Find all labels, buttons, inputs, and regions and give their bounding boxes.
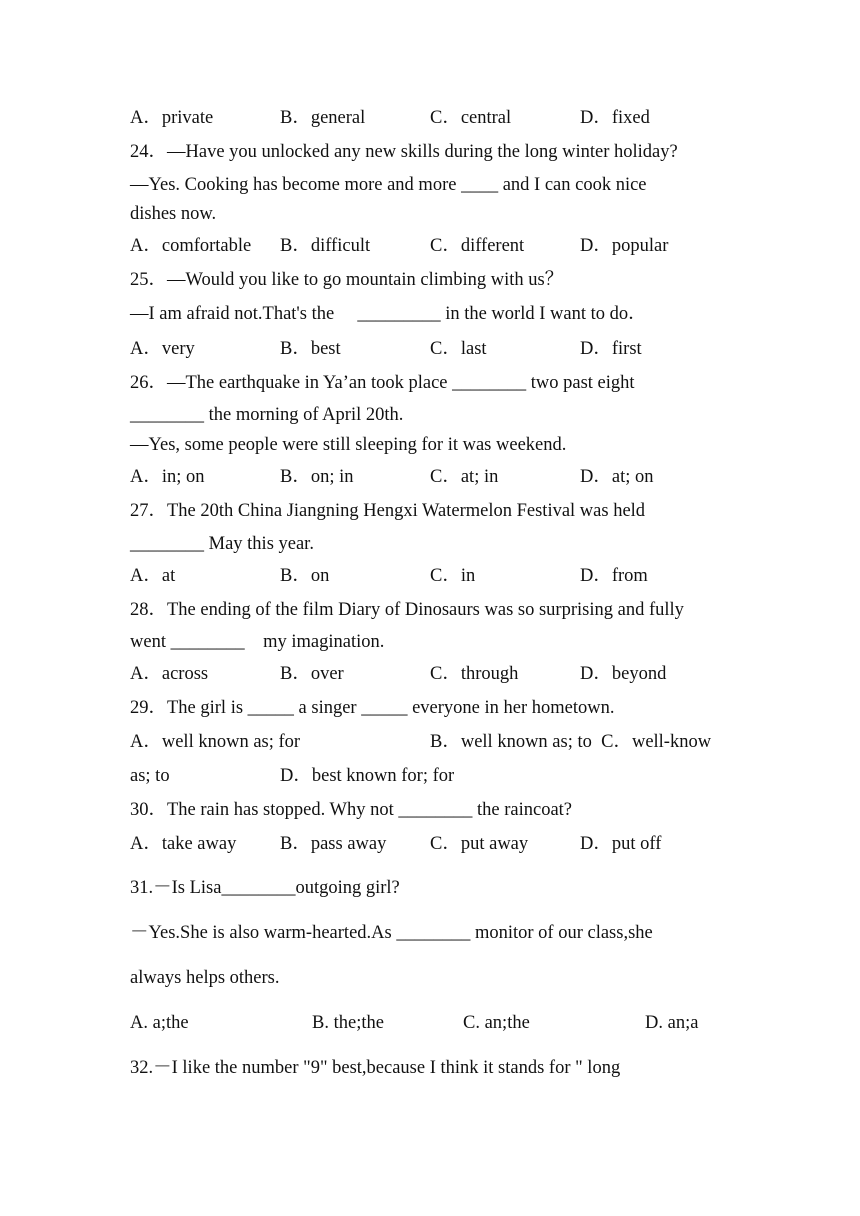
question-26-line: —Yes, some people were still sleeping for it was weekend. <box>130 435 567 455</box>
option-d: D．beyond <box>580 664 667 684</box>
question-31-line: －Yes.She is also warm-hearted.As ________ monitor of our class,she <box>130 923 653 943</box>
option-b: B．on <box>280 566 330 586</box>
question-26-line: ________ the morning of April 20th. <box>130 405 404 425</box>
option-d: D．popular <box>580 236 669 256</box>
option-d: D．first <box>580 339 642 359</box>
option-d: D. an;a <box>645 1013 699 1033</box>
option-c: C．through <box>430 664 519 684</box>
option-c-continued: as; to <box>130 766 170 786</box>
option-c: C．central <box>430 108 512 128</box>
option-a: A．take away <box>130 834 237 854</box>
option-b: B．over <box>280 664 344 684</box>
option-b-c: B．well known as; to C．well-know <box>430 732 712 752</box>
option-d: D．best known for; for <box>280 766 455 786</box>
question-32-stem: 32.－I like the number "9" best,because I think it stands for " long <box>130 1058 621 1078</box>
option-b: B．difficult <box>280 236 371 256</box>
question-24-line: dishes now. <box>130 204 217 224</box>
option-b: B. the;the <box>312 1013 384 1033</box>
option-a: A．well known as; for <box>130 732 301 752</box>
option-c: C．at; in <box>430 467 499 487</box>
option-c: C．different <box>430 236 525 256</box>
option-a: A．across <box>130 664 209 684</box>
question-25-line: —I am afraid not.That's the _________ in the world I want to do． <box>130 304 647 324</box>
option-a: A．at <box>130 566 176 586</box>
option-b: B．pass away <box>280 834 387 854</box>
option-b: B．best <box>280 339 341 359</box>
option-a: A．private <box>130 108 214 128</box>
question-27-line: ________ May this year. <box>130 534 314 554</box>
option-d: D．put off <box>580 834 662 854</box>
option-c: C．put away <box>430 834 529 854</box>
question-30-stem: 30．The rain has stopped. Why not ________ the raincoat? <box>130 800 573 820</box>
option-b: B．on; in <box>280 467 354 487</box>
question-29-stem: 29．The girl is _____ a singer _____ everyone in her hometown. <box>130 698 615 718</box>
option-d: D．at; on <box>580 467 654 487</box>
option-a: A．in; on <box>130 467 205 487</box>
question-31-line: always helps others. <box>130 968 280 988</box>
option-b: B．general <box>280 108 366 128</box>
question-28-line: went ________ my imagination. <box>130 632 385 652</box>
option-a: A．very <box>130 339 195 359</box>
question-31-stem: 31.－Is Lisa________outgoing girl? <box>130 878 400 898</box>
option-a: A. a;the <box>130 1013 189 1033</box>
option-a: A．comfortable <box>130 236 252 256</box>
option-d: D．from <box>580 566 648 586</box>
question-24-line: —Yes. Cooking has become more and more ____ and I can cook nice <box>130 175 647 195</box>
question-27-stem: 27．The 20th China Jiangning Hengxi Watermelon Festival was held <box>130 501 646 521</box>
option-c: C．last <box>430 339 487 359</box>
option-c: C. an;the <box>463 1013 530 1033</box>
question-24-stem: 24．—Have you unlocked any new skills during the long winter holiday? <box>130 142 678 162</box>
question-28-stem: 28．The ending of the film Diary of Dinosaurs was so surprising and fully <box>130 600 684 620</box>
question-26-stem: 26．—The earthquake in Ya’an took place ________ two past eight <box>130 373 635 393</box>
option-d: D．fixed <box>580 108 650 128</box>
option-c: C．in <box>430 566 476 586</box>
question-25-stem: 25．—Would you like to go mountain climbing with us？ <box>130 270 564 290</box>
